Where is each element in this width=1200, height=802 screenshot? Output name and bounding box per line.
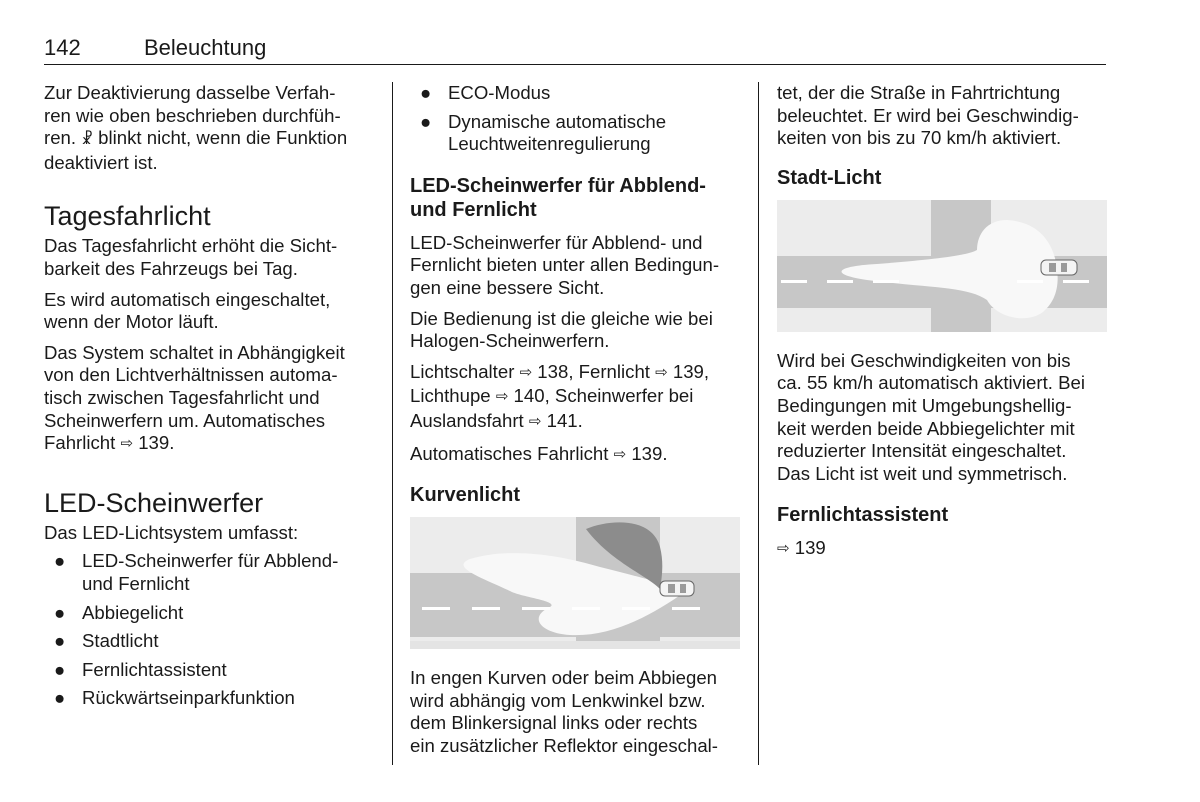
- bullet-icon: ●: [420, 110, 432, 132]
- intro-paragraph: Zur Deaktivierung dasselbe Verfah- ren wie oben beschrieben durchfüh- ren. ☧ blinkt nicht, wenn die Funktion deaktiviert ist.: [44, 82, 348, 173]
- stadt-licht-heading: Stadt-Licht: [777, 166, 882, 189]
- page-title: Beleuchtung: [144, 35, 267, 60]
- list-item: ● ECO-Modus: [420, 82, 551, 103]
- abblend-paragraph-1: LED-Scheinwerfer für Abblend- und Fernlicht bieten unter allen Bedingun- gen eine bessere Sicht.: [410, 231, 720, 298]
- kurvenlicht-illustration: [410, 517, 740, 649]
- column-divider-1: [392, 82, 393, 765]
- page-number: 142: [44, 35, 81, 60]
- led-system-list: [44, 550, 380, 710]
- column-3: [777, 82, 1107, 570]
- bullet-icon: ●: [420, 82, 432, 103]
- reference-arrow-icon: ⇨: [613, 445, 627, 463]
- led-scheinwerfer-heading: LED-Scheinwerfer: [44, 487, 264, 518]
- list-item: ● Dynamische automatische Leuchtweitenregulierung: [420, 110, 667, 155]
- auto-fahrlicht-reference: Automatisches Fahrlicht ⇨ 139.: [410, 442, 668, 464]
- bullet-icon: ●: [54, 601, 66, 623]
- tagesfahrlicht-paragraph-2: Es wird automatisch eingeschaltet, wenn der Motor läuft.: [44, 288, 331, 333]
- reference-arrow-icon: ⇨: [519, 363, 533, 381]
- fernlichtassistent-heading: Fernlichtassistent: [777, 504, 949, 527]
- tagesfahrlicht-heading: Tagesfahrlicht: [44, 201, 211, 232]
- list-item: ● Abbiegelicht: [54, 601, 184, 623]
- stadt-licht-illustration: [777, 200, 1107, 332]
- kurvenlicht-paragraph-continued: tet, der die Straße in Fahrtrichtung beleuchtet. Er wird bei Geschwindig- keiten von bis zu 70 km/h aktiviert.: [777, 82, 1079, 149]
- reference-arrow-icon: ⇨: [528, 412, 542, 430]
- bullet-icon: ●: [54, 658, 66, 680]
- column-2: [410, 82, 744, 766]
- car-icon: [660, 581, 694, 596]
- abblend-paragraph-2: Die Bedienung ist die gleiche wie bei Halogen-Scheinwerfern.: [410, 307, 713, 352]
- column-divider-2: [758, 82, 759, 765]
- kurvenlicht-heading: Kurvenlicht: [410, 484, 521, 507]
- cross-references: Lichtschalter ⇨ 138, Fernlicht ⇨ 139, Lichthupe ⇨ 140, Scheinwerfer bei Auslandsfahrt ⇨ 141.: [410, 360, 710, 431]
- list-item: ● Stadtlicht: [54, 630, 159, 652]
- tagesfahrlicht-paragraph-1: Das Tagesfahrlicht erhöht die Sicht- barkeit des Fahrzeugs bei Tag.: [44, 235, 338, 279]
- reference-arrow-icon: ⇨: [495, 388, 509, 406]
- tagesfahrlicht-paragraph-3: Das System schaltet in Abhängigkeit von den Lichtverhältnissen automa- tisch zwischen Tagesfahrlicht und Scheinwerfern um. Automatisches Fahrlicht ⇨ 139.: [44, 341, 345, 454]
- column-1: [44, 82, 380, 716]
- bullet-icon: ●: [54, 550, 66, 572]
- stadt-licht-paragraph: Wird bei Geschwindigkeiten von bis ca. 55 km/h automatisch aktiviert. Bei Bedingungen mit Umgebungshellig- keit werden beide Abbiegelichter mit reduzierter Intensität eingeschaltet. Das Licht ist weit und symmetrisch.: [777, 349, 1085, 484]
- fernlichtassistent-reference: ⇨ 139: [777, 537, 826, 559]
- reference-arrow-icon: ⇨: [777, 540, 790, 558]
- bullet-icon: ●: [54, 630, 66, 652]
- reference-arrow-icon: ⇨: [120, 435, 134, 453]
- kurvenlicht-paragraph: In engen Kurven oder beim Abbiegen wird abhängig vom Lenkwinkel bzw. dem Blinkersignal links oder rechts ein zusätzlicher Reflektor eingeschal-: [410, 667, 718, 756]
- feature-list-continued: [410, 82, 744, 156]
- daylight-indicator-icon: ☧: [81, 131, 93, 149]
- list-item: ● LED-Scheinwerfer für Abblend- und Fernlicht: [54, 550, 339, 594]
- list-item: ● Rückwärtseinparkfunktion: [54, 687, 295, 709]
- abblend-fernlicht-heading: LED-Scheinwerfer für Abblend- und Fernlicht: [410, 174, 706, 221]
- bullet-icon: ●: [54, 687, 66, 709]
- led-intro: Das LED-Lichtsystem umfasst:: [44, 521, 299, 543]
- car-icon: [1041, 260, 1077, 275]
- list-item: ● Fernlichtassistent: [54, 658, 227, 680]
- reference-arrow-icon: ⇨: [655, 363, 668, 381]
- page-header: [44, 34, 1106, 65]
